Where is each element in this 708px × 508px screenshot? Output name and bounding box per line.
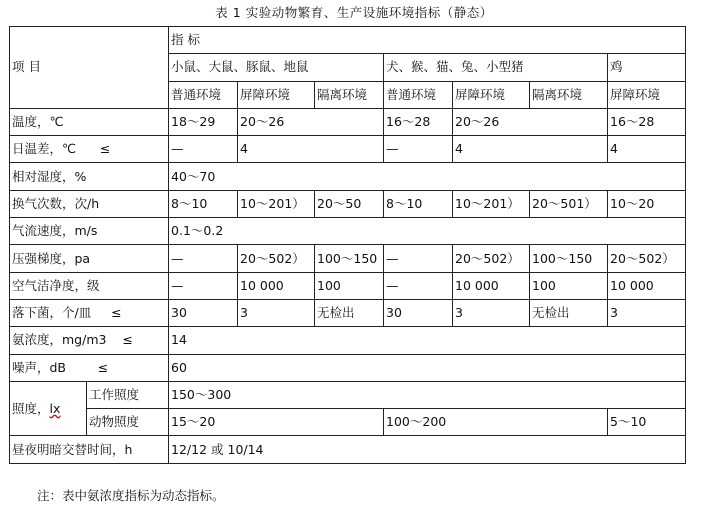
cell: 20～502） — [453, 245, 530, 272]
cell: — — [384, 245, 453, 272]
cell: 10 000 — [238, 272, 315, 299]
cell: 100～150 — [315, 245, 384, 272]
cell: 3 — [238, 299, 315, 326]
row-label: 相对湿度，% — [10, 163, 169, 190]
cell: — — [384, 272, 453, 299]
cell: 10～20 — [608, 190, 686, 217]
illuminance-label: 照度， — [12, 400, 50, 416]
row-label: 温度，℃ — [10, 108, 169, 135]
cell: 100～150 — [530, 245, 608, 272]
env-header: 屏障环境 — [608, 81, 686, 108]
env-header: 普通环境 — [169, 81, 238, 108]
cell: 8～10 — [169, 190, 238, 217]
cell: 4 — [453, 136, 608, 163]
cell: 12/12 或 10/14 — [169, 436, 686, 463]
row-label: 换气次数，次/h — [10, 190, 169, 217]
row-label-illuminance — [10, 381, 87, 436]
row-label: 氨浓度，mg/m3 ≤ — [10, 327, 169, 354]
cell: 3 — [608, 299, 686, 326]
cell: 3 — [453, 299, 530, 326]
table-row — [10, 409, 686, 436]
sub-label: 动物照度 — [87, 409, 169, 436]
table-row — [10, 354, 686, 381]
cell: 30 — [384, 299, 453, 326]
row-label: 空气洁净度，级 — [10, 272, 169, 299]
table-title: 表 1 实验动物繁育、生产设施环境指标（静态） — [215, 5, 493, 20]
env-header: 隔离环境 — [530, 81, 608, 108]
item-header: 项 目 — [10, 27, 169, 109]
env-header: 屏障环境 — [453, 81, 530, 108]
table-row — [10, 299, 686, 326]
cell: 10～201） — [238, 190, 315, 217]
cell: 20～502） — [608, 245, 686, 272]
sub-label: 工作照度 — [87, 381, 169, 408]
cell: 20～501） — [530, 190, 608, 217]
cell: 10 000 — [608, 272, 686, 299]
row-label: 落下菌，个/皿 ≤ — [10, 299, 169, 326]
row-label: 日温差，℃ ≤ — [10, 136, 169, 163]
cell: 无检出 — [315, 299, 384, 326]
env-header: 隔离环境 — [315, 81, 384, 108]
group-chicken: 鸡 — [608, 54, 686, 81]
cell: — — [384, 136, 453, 163]
indicator-header: 指 标 — [169, 27, 686, 54]
table-note: 注：表中氨浓度指标为动态指标。 — [37, 488, 225, 503]
cell: 100 — [530, 272, 608, 299]
row-label: 气流速度，m/s — [10, 218, 169, 245]
table-row — [10, 136, 686, 163]
group-rodents: 小鼠、大鼠、豚鼠、地鼠 — [169, 54, 384, 81]
environment-spec-table — [9, 26, 686, 464]
table-row — [10, 436, 686, 463]
cell: 20～502） — [238, 245, 315, 272]
cell: 5～10 — [608, 409, 686, 436]
cell: 20～26 — [238, 108, 384, 135]
cell: 100～200 — [384, 409, 608, 436]
cell: 40～70 — [169, 163, 686, 190]
row-label: 昼夜明暗交替时间，h — [10, 436, 169, 463]
table-row — [10, 381, 686, 408]
table-row — [10, 163, 686, 190]
cell: — — [169, 136, 238, 163]
env-header: 普通环境 — [384, 81, 453, 108]
cell: 无检出 — [530, 299, 608, 326]
cell: 20～26 — [453, 108, 608, 135]
cell: 20～50 — [315, 190, 384, 217]
cell: 16～28 — [384, 108, 453, 135]
cell: 0.1～0.2 — [169, 218, 686, 245]
cell: — — [169, 245, 238, 272]
cell: 18～29 — [169, 108, 238, 135]
cell: 10 000 — [453, 272, 530, 299]
cell: 8～10 — [384, 190, 453, 217]
table-row — [10, 190, 686, 217]
cell: 60 — [169, 354, 686, 381]
cell: 10～201） — [453, 190, 530, 217]
table-row — [10, 327, 686, 354]
cell: 16～28 — [608, 108, 686, 135]
group-large-animals: 犬、猴、猫、兔、小型猪 — [384, 54, 608, 81]
cell: 4 — [238, 136, 384, 163]
cell: 15～20 — [169, 409, 384, 436]
table-row — [10, 218, 686, 245]
table-row — [10, 272, 686, 299]
row-label: 压强梯度，pa — [10, 245, 169, 272]
table-row — [10, 108, 686, 135]
header-row-1 — [10, 27, 686, 54]
cell: — — [169, 272, 238, 299]
row-label: 噪声，dB ≤ — [10, 354, 169, 381]
env-header: 屏障环境 — [238, 81, 315, 108]
illuminance-unit: lx — [49, 400, 61, 416]
cell: 30 — [169, 299, 238, 326]
cell: 150～300 — [169, 381, 686, 408]
table-row — [10, 245, 686, 272]
cell: 100 — [315, 272, 384, 299]
cell: 4 — [608, 136, 686, 163]
cell: 14 — [169, 327, 686, 354]
